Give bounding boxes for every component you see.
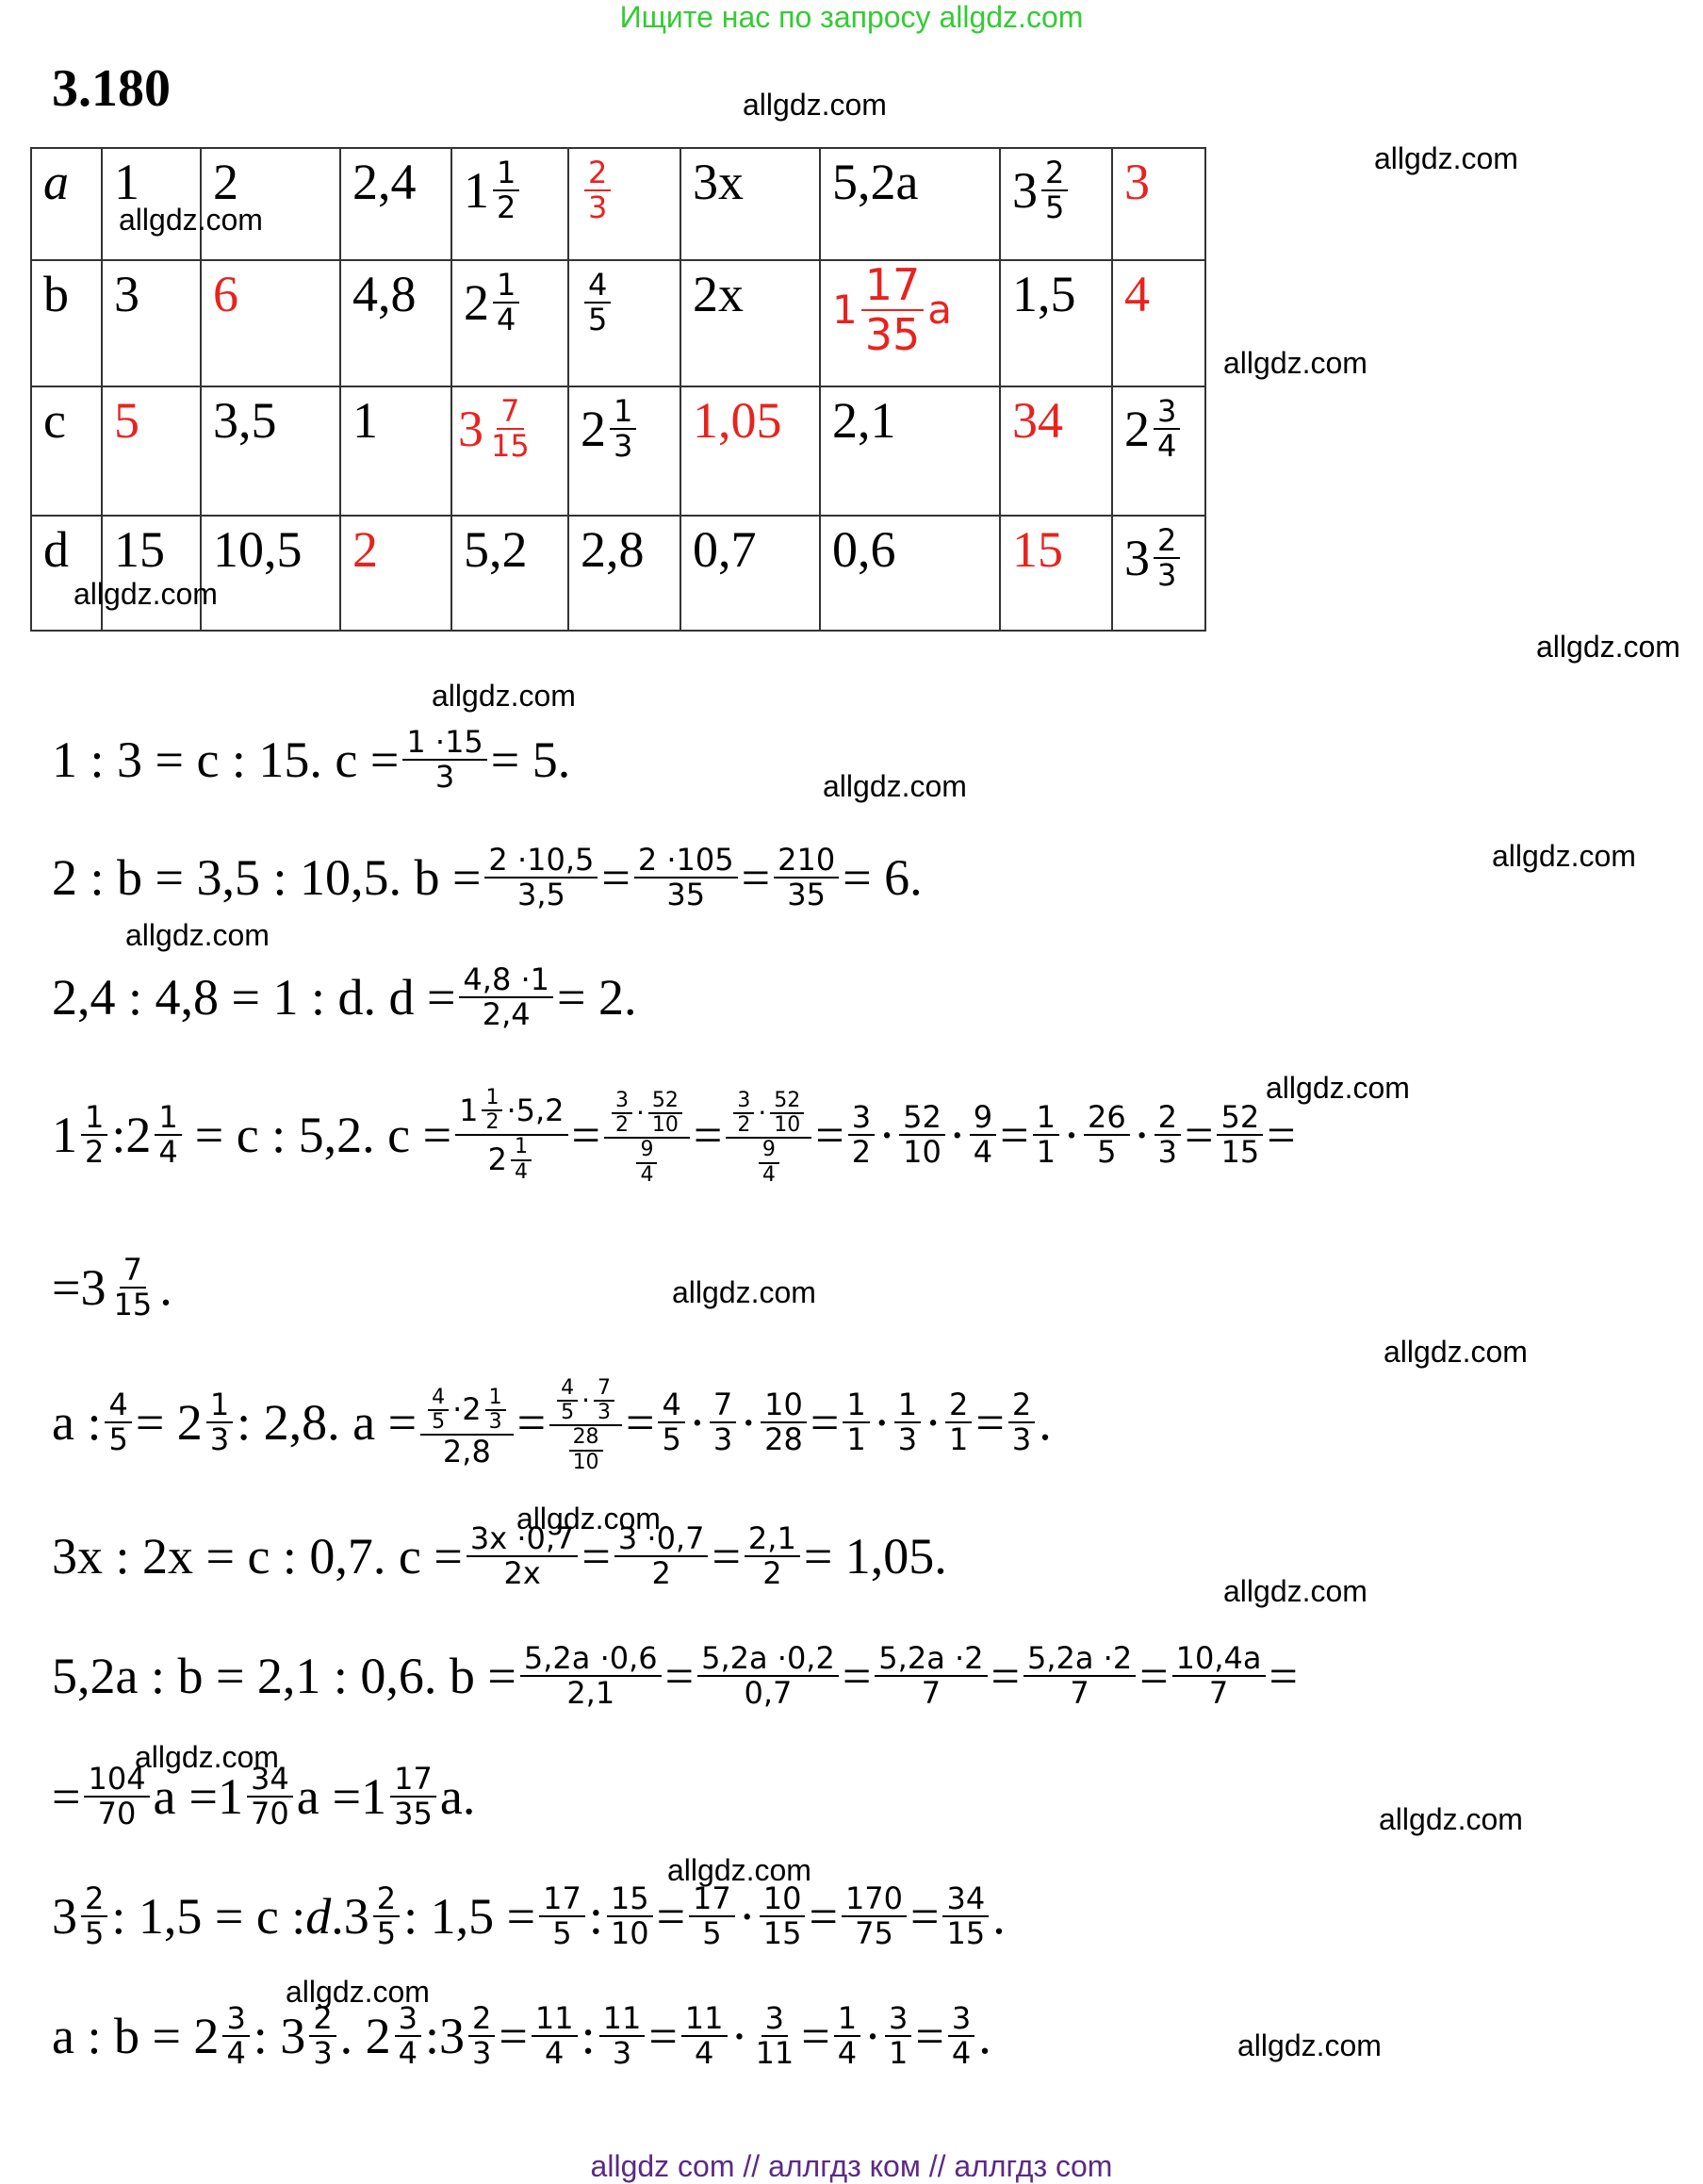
table-cell: 10,5 — [201, 516, 340, 631]
row-label: d — [31, 516, 102, 631]
table-cell: 15 — [102, 516, 201, 631]
table-cell: $\frac{4}{5}$ — [568, 260, 680, 386]
solution-line-5: a : $\frac{4}{5}$ = 2 1 3 : 2,8. a = 4 5 · 2 1 3 2,8 = 4 5 · 7 3 $\frac{28}{10}$ = $\frac{4}{5}$ · 7 3 · $\frac{10}{28}$ = $\frac{1}{1}$ · 1 3 · $\frac{2}{1}$ = $\frac{2}{3}$ . — [52, 1371, 1052, 1474]
table-cell: 2 1 4 — [451, 260, 568, 386]
watermark: allgdz.com — [135, 1740, 279, 1774]
table-cell: 3 — [102, 260, 201, 386]
watermark: allgdz.com — [1379, 1802, 1523, 1836]
table-cell: 1 — [340, 386, 451, 516]
table-cell: 3,5 — [201, 386, 340, 516]
watermark: allgdz.com — [1374, 141, 1518, 175]
row-label: a — [31, 148, 102, 260]
watermark: allgdz.com — [823, 769, 967, 803]
table-cell: 0,6 — [820, 516, 1000, 631]
watermark: allgdz.com — [286, 1975, 430, 2009]
row-label: c — [31, 386, 102, 516]
table-cell: 4 — [1112, 260, 1205, 386]
watermark: allgdz.com — [1223, 346, 1367, 380]
watermark: allgdz.com — [1266, 1071, 1410, 1105]
watermark: allgdz.com — [74, 577, 218, 611]
table-cell: 2 1 3 — [568, 386, 680, 516]
bottom-banner: allgdz com // аллгдз ком // аллгдз com — [590, 2149, 1113, 2183]
table-cell: 0,7 — [680, 516, 820, 631]
table-cell: 2,1 — [820, 386, 1000, 516]
table-cell: 15 — [1000, 516, 1112, 631]
watermark: allgdz.com — [432, 679, 576, 713]
watermark: allgdz.com — [1223, 1574, 1367, 1608]
solution-line-8: 3 2 5 : 1,5 = c : d . 3 2 5 : 1,5 = $\frac{17}{5}$ : $\frac{15}{10}$ = $\frac{17}{5}$ · $\frac{10}{15}$ = $\frac{170}{75}$ = $\frac{34}{15}$ . — [52, 1880, 1006, 1952]
table-cell: 3x — [680, 148, 820, 260]
table-cell: 2 3 4 — [1112, 386, 1205, 516]
table-cell: 2 — [340, 516, 451, 631]
table-row — [31, 260, 1205, 386]
table-cell: 2,4 — [340, 148, 451, 260]
row-label: b — [31, 260, 102, 386]
table-cell: 34 — [1000, 386, 1112, 516]
table-cell: 3 7 15 — [451, 386, 568, 516]
task-number: 3.180 — [52, 59, 171, 118]
watermark: allgdz.com — [1536, 630, 1680, 664]
table-cell: 2x — [680, 260, 820, 386]
solution-line-1: 1 : 3 = c : 15. c = $\frac{1 \cdot 15}{3}$ = 5. — [52, 724, 571, 796]
watermark: allgdz.com — [1384, 1335, 1528, 1369]
solution-line-4-cont: = 3 7 15 . — [52, 1252, 172, 1323]
watermark: allgdz.com — [125, 918, 270, 952]
table-row — [31, 386, 1205, 516]
table-cell: 2,8 — [568, 516, 680, 631]
watermark: allgdz.com — [667, 1853, 811, 1887]
table-row — [31, 516, 1205, 631]
solution-line-2: 2 : b = 3,5 : 10,5. b = $\frac{2 \cdot 10,5}{3,5}$ = $\frac{2 \cdot 105}{35}$ = $\frac{210}{35}$ = 6. — [52, 842, 923, 913]
watermark: allgdz.com — [743, 88, 887, 122]
solution-line-7: 5,2a : b = 2,1 : 0,6. b = $\frac{5,2a \cdot 0,6}{2,1}$ = $\frac{5,2a \cdot 0,2}{0,7}$ = $\frac{5,2a \cdot 2}{7}$ = $\frac{5,2a \cdot 2}{7}$ = $\frac{10,4a}{7}$ = — [52, 1640, 1298, 1712]
watermark: allgdz.com — [672, 1275, 816, 1309]
table-cell: 5,2a — [820, 148, 1000, 260]
table-cell: 1 — [102, 148, 201, 260]
table-cell: 1,05 — [680, 386, 820, 516]
solution-line-6: 3x : 2x = c : 0,7. c = $\frac{3x \cdot 0,7}{2x}$ = $\frac{3 \cdot 0,7}{2}$ = $\frac{2,1}{2}$ = 1,05. — [52, 1520, 947, 1592]
table-cell: 5 — [102, 386, 201, 516]
table-cell: 1,5 — [1000, 260, 1112, 386]
solution-line-7-cont: = $\frac{104}{70}$ a = 1 34 70 a = 1 17 35 a. — [52, 1761, 476, 1832]
table-cell: 1 1 2 — [451, 148, 568, 260]
watermark: allgdz.com — [516, 1502, 661, 1535]
table-cell: 6 — [201, 260, 340, 386]
table-cell: $\frac{2}{3}$ — [568, 148, 680, 260]
table-cell: 1 17 35 a — [820, 260, 1000, 386]
table-cell: 4,8 — [340, 260, 451, 386]
solution-line-3: 2,4 : 4,8 = 1 : d. d = $\frac{4,8 \cdot 1}{2,4}$ = 2. — [52, 961, 637, 1033]
solution-line-9: a : b = 2 3 4 : 3 2 3 . 2 3 4 : 3 2 3 = $\frac{11}{4}$ : $\frac{11}{3}$ = $\frac{11}{4}$ · $\frac{3}{11}$ = $\frac{1}{4}$ · $\frac{3}{1}$ = $\frac{3}{4}$ . — [52, 2000, 991, 2072]
top-banner: Ищите нас по запросу allgdz.com — [619, 0, 1084, 34]
table-cell: 3 2 5 — [1000, 148, 1112, 260]
solution-line-4: 1 1 2 : 2 1 4 = c : 5,2. c = 1 1 2 ·5,2 2 1 4 = 3 2 · 52 10 $\frac{9}{4}$ = 3 2 · 52 10 $\frac{9}{4}$ = $\frac{3}{2}$ · 52 10 · $\frac{9}{4}$ = $\frac{1}{1}$ · 26 5 · $\frac{2}{3}$ = $\frac{52}{15}$ = — [52, 1086, 1296, 1187]
watermark: allgdz.com — [1492, 839, 1636, 873]
table-cell: 3 2 3 — [1112, 516, 1205, 631]
table-cell: 2 — [201, 148, 340, 260]
watermark: allgdz.com — [1237, 2028, 1382, 2062]
table-cell: 5,2 — [451, 516, 568, 631]
table-cell: 3 — [1112, 148, 1205, 260]
watermark: allgdz.com — [119, 203, 263, 237]
